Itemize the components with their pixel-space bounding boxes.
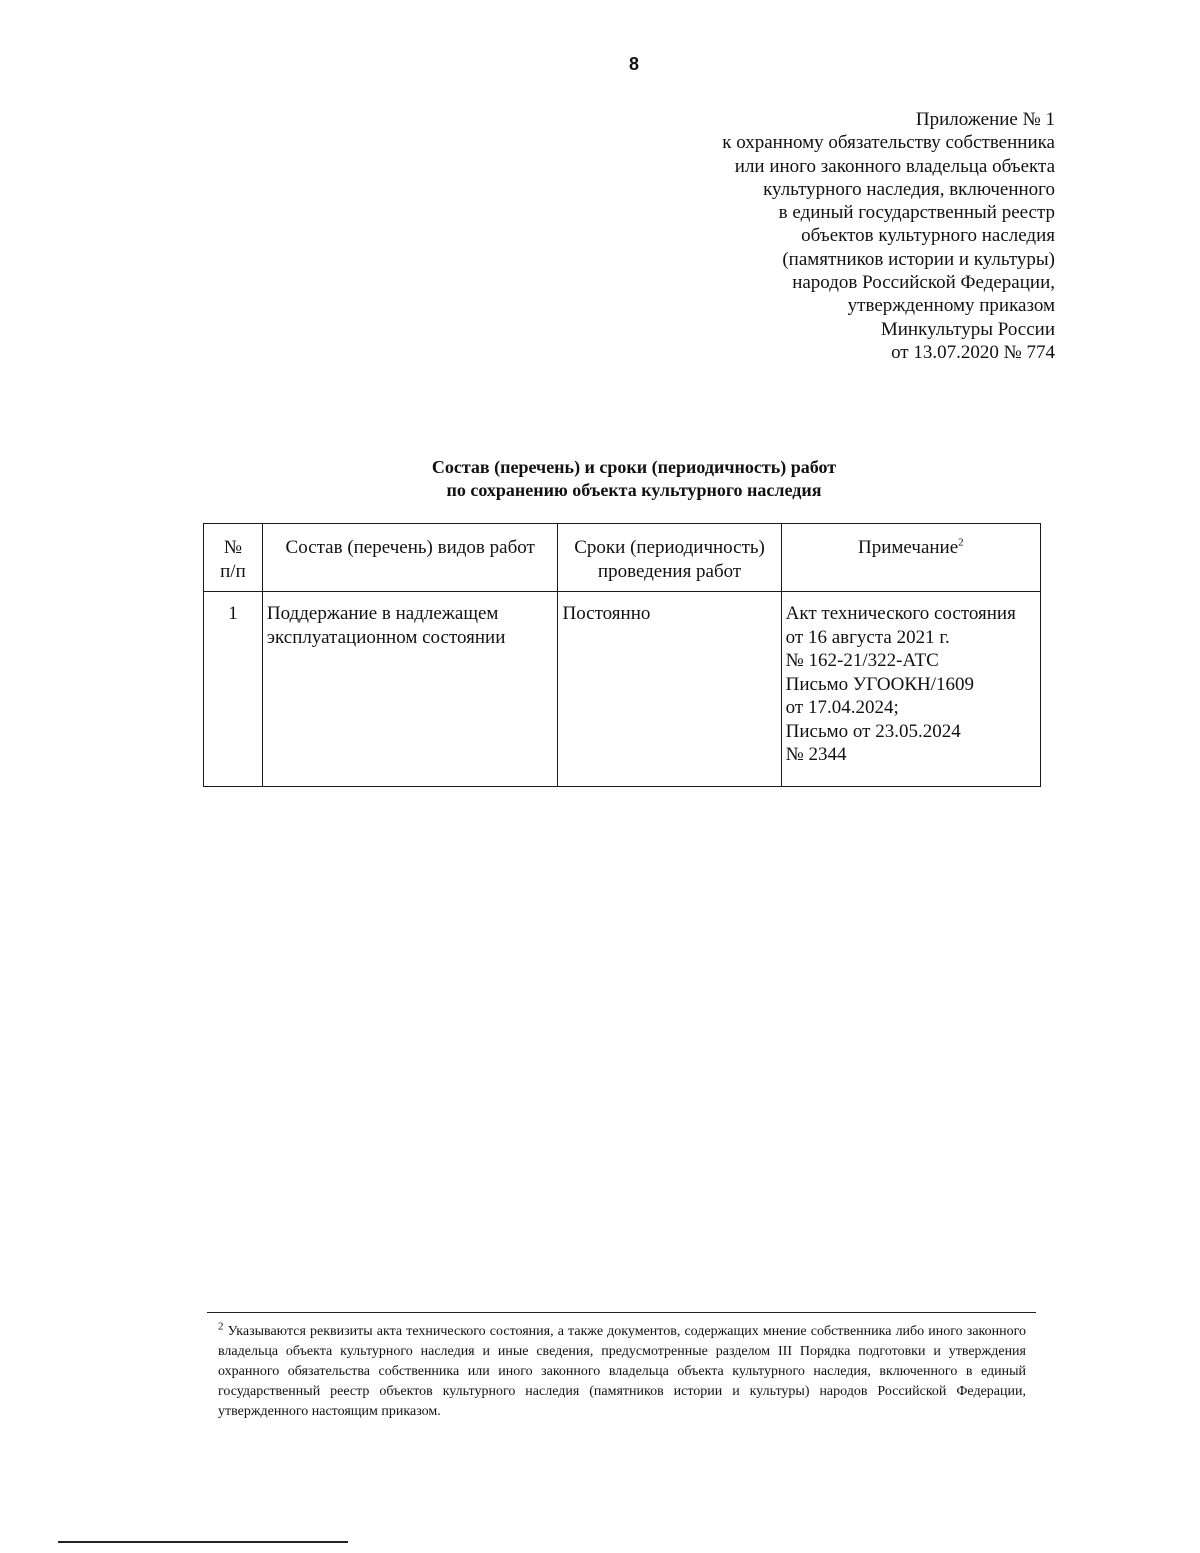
cell-note-line: Письмо от 23.05.2024 xyxy=(785,720,961,742)
document-title-line: Состав (перечень) и сроки (периодичность) работ xyxy=(431,457,837,477)
footnote-separator xyxy=(207,1312,1036,1313)
header-works: Состав (перечень) видов работ xyxy=(262,524,558,592)
footnote xyxy=(218,1322,1026,1422)
header-note-label: Примечание xyxy=(858,537,959,558)
cell-works-line: Поддержание в надлежащем xyxy=(266,603,499,624)
footnote-reference: 2 xyxy=(958,536,964,549)
appendix-line: утвержденному приказом xyxy=(847,295,1055,317)
appendix-header xyxy=(635,108,1055,364)
footnote-marker: 2 xyxy=(218,1320,224,1333)
appendix-line: в единый государственный реестр xyxy=(778,202,1055,224)
cell-num: 1 xyxy=(204,592,263,787)
header-num xyxy=(204,524,263,592)
cell-note-line: № 162-21/322-АТС xyxy=(785,650,939,671)
header-note xyxy=(781,524,1040,592)
bottom-rule xyxy=(58,1541,348,1543)
table-header-row xyxy=(204,524,1041,592)
appendix-line: или иного законного владельца объекта xyxy=(734,155,1055,177)
header-num-line: п/п xyxy=(220,560,246,582)
document-title-line: по сохранению объекта культурного наследия xyxy=(446,480,822,500)
appendix-line: Минкультуры России xyxy=(880,318,1055,340)
header-terms-line: Сроки (периодичность) xyxy=(574,537,765,558)
header-terms xyxy=(558,524,781,592)
cell-works xyxy=(262,592,558,787)
page-number: 8 xyxy=(628,54,639,74)
works-table xyxy=(203,523,1041,787)
cell-terms: Постоянно xyxy=(558,592,781,787)
table-row xyxy=(204,592,1041,787)
cell-note-line: Письмо УГООКН/1609 xyxy=(785,673,975,695)
appendix-line: объектов культурного наследия xyxy=(801,225,1055,247)
cell-note-line: от 17.04.2024; xyxy=(785,697,899,718)
appendix-line: культурного наследия, включенного xyxy=(763,178,1055,200)
document-title xyxy=(0,456,1200,502)
appendix-line: народов Российской Федерации, xyxy=(792,272,1055,294)
cell-note xyxy=(781,592,1040,787)
cell-note-line: № 2344 xyxy=(785,744,847,765)
appendix-line: к охранному обязательству собственника xyxy=(722,132,1055,154)
header-num-line: № xyxy=(223,537,242,558)
cell-note-line: от 16 августа 2021 г. xyxy=(785,626,950,648)
appendix-line: (памятников истории и культуры) xyxy=(782,248,1055,270)
appendix-line: от 13.07.2020 № 774 xyxy=(891,341,1055,363)
appendix-line: Приложение № 1 xyxy=(915,109,1055,130)
cell-works-line: эксплуатационном состоянии xyxy=(266,626,506,648)
header-terms-line: проведения работ xyxy=(597,560,742,582)
cell-note-line: Акт технического состояния xyxy=(785,603,1016,624)
footnote-text: Указываются реквизиты акта технического состояния, а также документов, содержащих мнение собственника либо иного законного владельца объекта культурного наследия и иные сведения, предусмотренные разделом III Порядка подготовки и утверждения охранного обязательства собственника или иного законного владельца объекта культурного наследия, включенного в единый государственный реестр объектов культурного наследия (памятников истории и культуры) народов Российской Федерации, утвержденного настоящим приказом. xyxy=(218,1324,1026,1419)
